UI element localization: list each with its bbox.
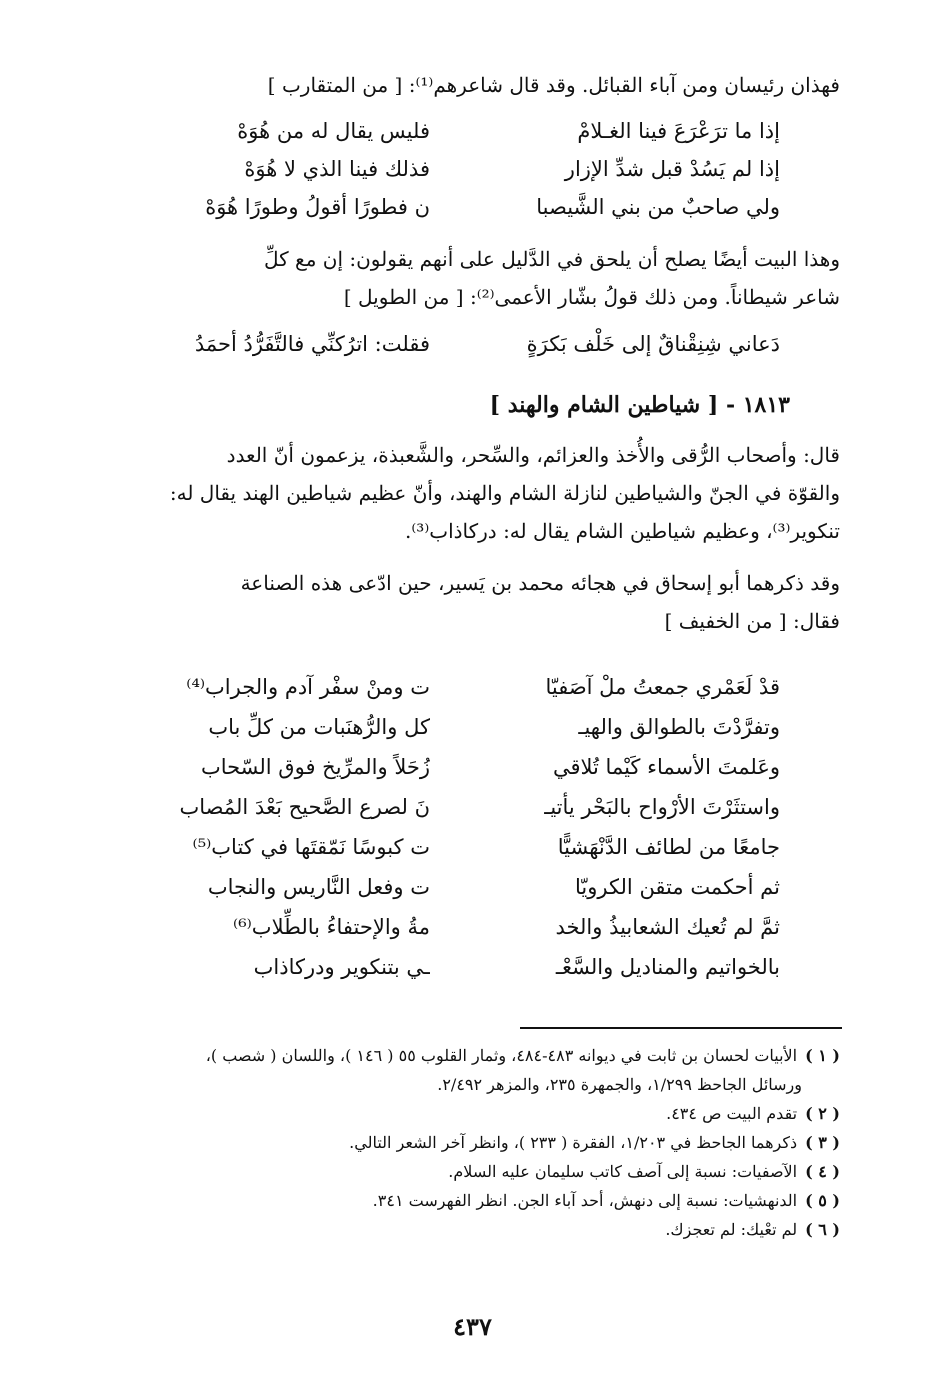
footnote-continuation: [70, 1073, 802, 1097]
verse-first-hemistich: واستثَرْتَ الأرْواح بالبَحْر يأتيـ: [544, 795, 780, 819]
footnote-number: ( ٤ ): [805, 1162, 840, 1181]
verse-second-hemistich: فقلت: اترُكنِّي فالتَّفَرُّدُ أحمَدُ: [194, 332, 430, 356]
verse-line: [100, 788, 840, 828]
verse-first-hemistich: إذا لم يَسُدْ قبل شدِّ الإزار: [564, 157, 780, 181]
page-number: ٤٣٧: [453, 1312, 492, 1341]
verse-first-hemistich: وعَلمتَ الأسماء كَيْما تُلاقي: [552, 755, 780, 779]
verse-first-hemistich: قدْ لَعَمْري جمعتُ ملْ آصَفيّا: [545, 675, 780, 699]
footnote-number: ( ٢ ): [805, 1104, 840, 1123]
footnote-text: تقدم البيت ص ٤٣٤.: [666, 1104, 798, 1123]
prose-line: قال: وأصحاب الرُّقى والأُخذ والعزائم، والسِّحر، والشَّعبذة، يزعمون أنّ العدد: [226, 443, 840, 467]
verse-second-hemistich: فذلك فينا الذي لا هُوَهْ: [244, 157, 430, 181]
verse-second-hemistich: مةُ والإحتفاءُ بالطِّلاب⁽⁶⁾: [233, 915, 430, 939]
poem-mutaqarib: [100, 112, 840, 226]
verse-first-hemistich: وتفرَّدْتَ بالطوالق والهيـ: [578, 715, 780, 739]
prose-line: فقال: [ من الخفيف ]: [664, 609, 840, 633]
verse-second-hemistich: ت ومنْ سفْر آدم والجراب⁽⁴⁾: [186, 675, 430, 699]
footnote-text: ذكرهما الجاحظ في ١/٢٠٣، الفقرة ( ٢٣٣ )، وانظر آخر الشعر التالي.: [349, 1133, 798, 1152]
footnote-text: الأبيات لحسان بن ثابت في ديوانه ٤٨٣-٤٨٤، وثمار القلوب ٥٥ ( ١٤٦ )، واللسان ( شصب )،: [205, 1046, 798, 1065]
verse-second-hemistich: ن فطورًا أقولُ وطورًا هُوَهْ: [205, 195, 430, 219]
verse-first-hemistich: جامعًا من لطائف الدَّنْهَشيًّا: [557, 835, 780, 859]
poem-tawil: [100, 325, 840, 363]
intro-line: [105, 66, 840, 104]
verse-first-hemistich: إذا ما ترَعْرَعَ فينا الغـلامْ: [577, 119, 780, 143]
prose-line: والقوّة في الجنّ والشياطين لنازلة الشام والهند، وأنّ عظيم شياطين الهند يقال له:: [169, 481, 840, 505]
footnote-number: ( ٣ ): [805, 1133, 840, 1152]
footnote: [70, 1131, 840, 1155]
verse-first-hemistich: ولي صاحبٌ من بني الشَّيصبا: [536, 195, 780, 219]
footnote: [70, 1218, 840, 1242]
section-heading: ١٨١٣ - [ شياطين الشام والهند ]: [489, 392, 790, 418]
verse-second-hemistich: ـي بتنكوير ودركاذاب: [253, 955, 430, 979]
verse-line: [100, 868, 840, 908]
footnote: [70, 1102, 840, 1126]
verse-first-hemistich: بالخواتيم والمناديل والسَّعْـ: [555, 955, 780, 979]
verse-line: [100, 150, 840, 188]
verse-line: [100, 828, 840, 868]
prose-line: وهذا البيت أيضًا يصلح أن يلحق في الدَّليل على أنهم يقولون: إن مع كلِّ: [264, 247, 840, 271]
footnote-text: لم تعْيك: لم تعجزك.: [665, 1220, 798, 1239]
verse-line: [100, 188, 840, 226]
prose-line: وقد ذكرهما أبو إسحاق في هجائه محمد بن يَسير، حين ادّعى هذه الصناعة: [240, 571, 840, 595]
verse-line: [100, 908, 840, 948]
footnote-divider: [520, 1027, 842, 1029]
prose-line: تنكوير⁽³⁾، وعظيم شياطين الشام يقال له: دركاذاب⁽³⁾.: [405, 519, 840, 543]
verse-first-hemistich: ثم أحكمت متقن الكرويّا: [574, 875, 780, 899]
prose-line: شاعر شيطاناً. ومن ذلك قولُ بشّار الأعمى⁽²⁾: [ من الطويل ]: [343, 285, 840, 309]
verse-second-hemistich: زُحَلاً والمرِّيخ فوق السّحاب: [200, 755, 430, 779]
footnotes: [70, 1044, 840, 1247]
footnote-number: ( ١ ): [805, 1046, 840, 1065]
verse-second-hemistich: ت وفعل النَّاريس والنجاب: [207, 875, 430, 899]
verse-second-hemistich: كل والرُّهنَبات من كلِّ باب: [208, 715, 430, 739]
verse-line: [100, 668, 840, 708]
verse-first-hemistich: ثمَّ لم تُعيك الشعابيذُ والخد: [555, 915, 780, 939]
footnote: [70, 1044, 840, 1068]
footnote-text: الآصفيات: نسبة إلى آصف كاتب سليمان عليه السلام.: [448, 1162, 798, 1181]
prose-line: فهذان رئيسان ومن آباء القبائل. وقد قال شاعرهم⁽¹⁾: [ من المتقارب ]: [267, 73, 840, 97]
paragraph-devils: [105, 436, 840, 550]
verse-first-hemistich: دَعاني شِنِقْناقٌ إلى خَلْف بَكرَةٍ: [526, 332, 780, 356]
footnote-text: ورسائل الجاحظ ١/٢٩٩، والجمهرة ٢٣٥، والمزهر ٢/٤٩٢.: [437, 1075, 802, 1094]
verse-second-hemistich: فليس يقال له من هُوَهْ: [237, 119, 430, 143]
verse-second-hemistich: ت كبوسًا نَمّقتَها في كتاب⁽⁵⁾: [192, 835, 430, 859]
verse-line: [100, 748, 840, 788]
middle-paragraph: [105, 240, 840, 316]
paragraph-abu-ishaq: [105, 564, 840, 640]
verse-line: [100, 708, 840, 748]
footnote-text: الدنهشيات: نسبة إلى دنهش، أحد آباء الجن. انظر الفهرست ٣٤١.: [372, 1191, 798, 1210]
footnote: [70, 1189, 840, 1213]
verse-line: [100, 948, 840, 988]
footnote: [70, 1160, 840, 1184]
verse-second-hemistich: نَ لصرع الصَّحيح بَعْدَ المُصاب: [179, 795, 430, 819]
footnote-number: ( ٥ ): [805, 1191, 840, 1210]
verse-line: [100, 112, 840, 150]
verse-line: [100, 325, 840, 363]
poem-khafif: [100, 668, 840, 988]
footnote-number: ( ٦ ): [805, 1220, 840, 1239]
